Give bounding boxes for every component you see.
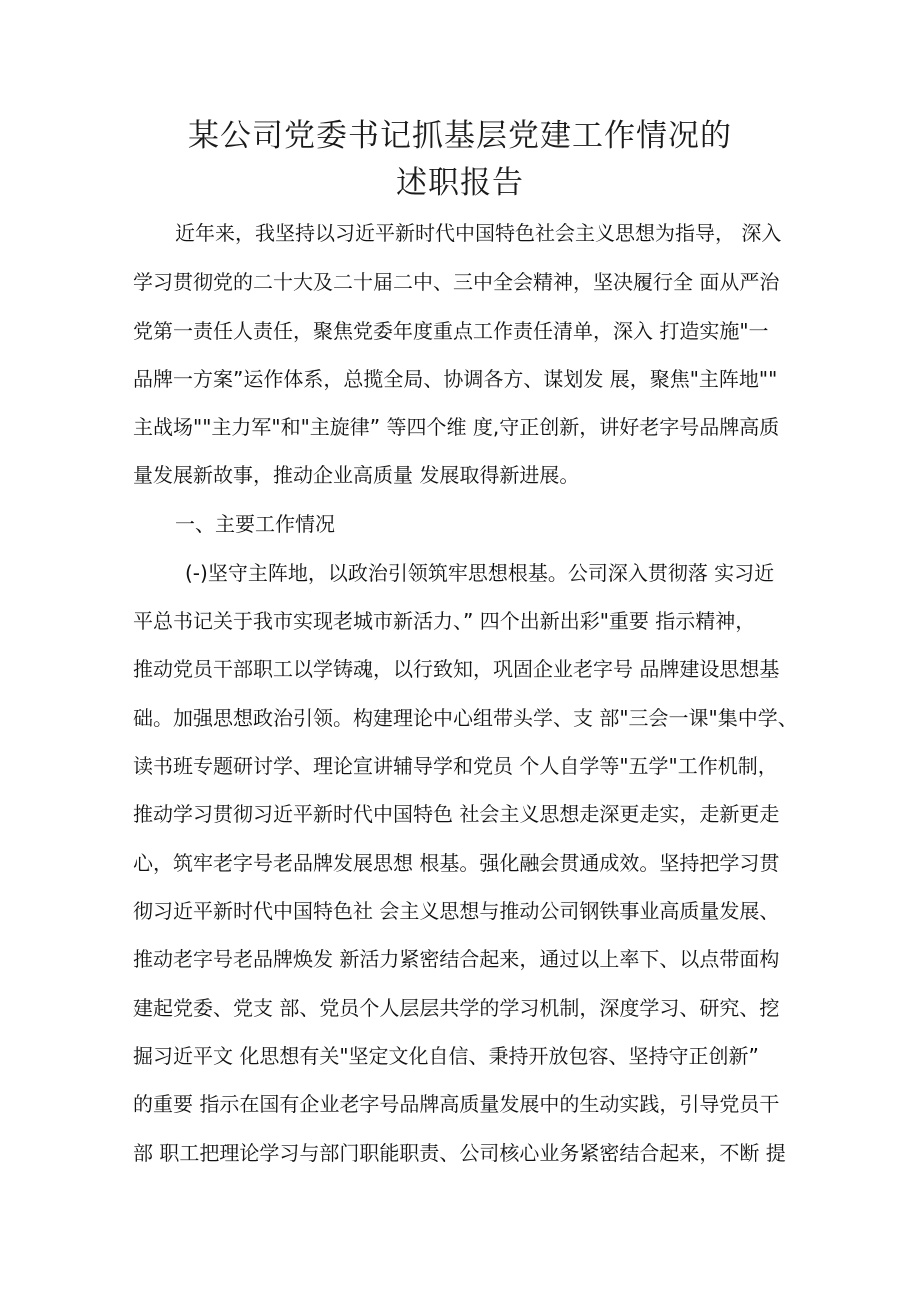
document-title-line-2: 述职报告: [396, 165, 524, 201]
paragraph-line: 推动学习贯彻习近平新时代中国特色 社会主义思想走深更走实，走新更走: [133, 802, 780, 826]
paragraph-line: 近年来，我坚持以习近平新时代中国特色社会主义思想为指导， 深入: [175, 221, 782, 245]
paragraph-line: 党第一责任人责任，聚焦党委年度重点工作责任清单，深入 打造实施"一: [133, 319, 769, 343]
paragraph-line: 彻习近平新时代中国特色社 会主义思想与推动公司钢铁事业高质量发展、: [133, 899, 780, 923]
paragraph-line: 建起党委、党支 部、党员个人层层共学的学习机制，深度学习、研究、挖: [133, 996, 780, 1020]
paragraph-line: (-)坚守主阵地，以政治引领筑牢思想根基。公司深入贯彻落 实习近: [185, 561, 775, 585]
paragraph-line: 读书班专题研讨学、理论宣讲辅导学和党员 个人自学等"五学"工作机制，: [133, 754, 778, 778]
paragraph-line: 部 职工把理论学习与部门职能职责、公司核心业务紧密结合起来，不断 提: [133, 1141, 786, 1165]
paragraph-line: 品牌一方案”运作体系，总揽全局、协调各方、谋划发 展，聚焦"主阵地"": [133, 367, 778, 391]
paragraph-line: 学习贯彻党的二十大及二十届二中、三中全会精神，坚决履行全 面从严治: [133, 270, 780, 294]
paragraph-line: 的重要 指示在国有企业老字号品牌高质量发展中的生动实践，引导党员干: [133, 1092, 780, 1116]
paragraph-line: 础。加强思想政治引领。构建理论中心组带头学、支 部"三会一课"集中学、: [133, 706, 798, 730]
section-heading: 一、主要工作情况: [175, 512, 335, 536]
paragraph-line: 量发展新故事，推动企业高质量 发展取得新进展。: [133, 463, 580, 487]
document-title-line-1: 某公司党委书记抓基层党建工作情况的: [188, 118, 732, 154]
paragraph-line: 平总书记关于我市实现老城市新活力、” 四个出新出彩"重要 指示精神，: [133, 609, 756, 633]
paragraph-line: 推动老字号老品牌焕发 新活力紧密结合起来，通过以上率下、以点带面构: [133, 947, 780, 971]
paragraph-line: 心，筑牢老字号老品牌发展思想 根基。强化融会贯通成效。坚持把学习贯: [133, 851, 780, 875]
paragraph-line: 主战场""主力军"和"主旋律” 等四个维 度,守正创新，讲好老字号品牌高质: [133, 415, 780, 439]
paragraph-line: 推动党员干部职工以学铸魂，以行致知，巩固企业老字号 品牌建设思想基: [133, 657, 780, 681]
paragraph-line: 掘习近平文 化思想有关"坚定文化自信、秉持开放包容、坚持守正创新”: [133, 1044, 759, 1068]
